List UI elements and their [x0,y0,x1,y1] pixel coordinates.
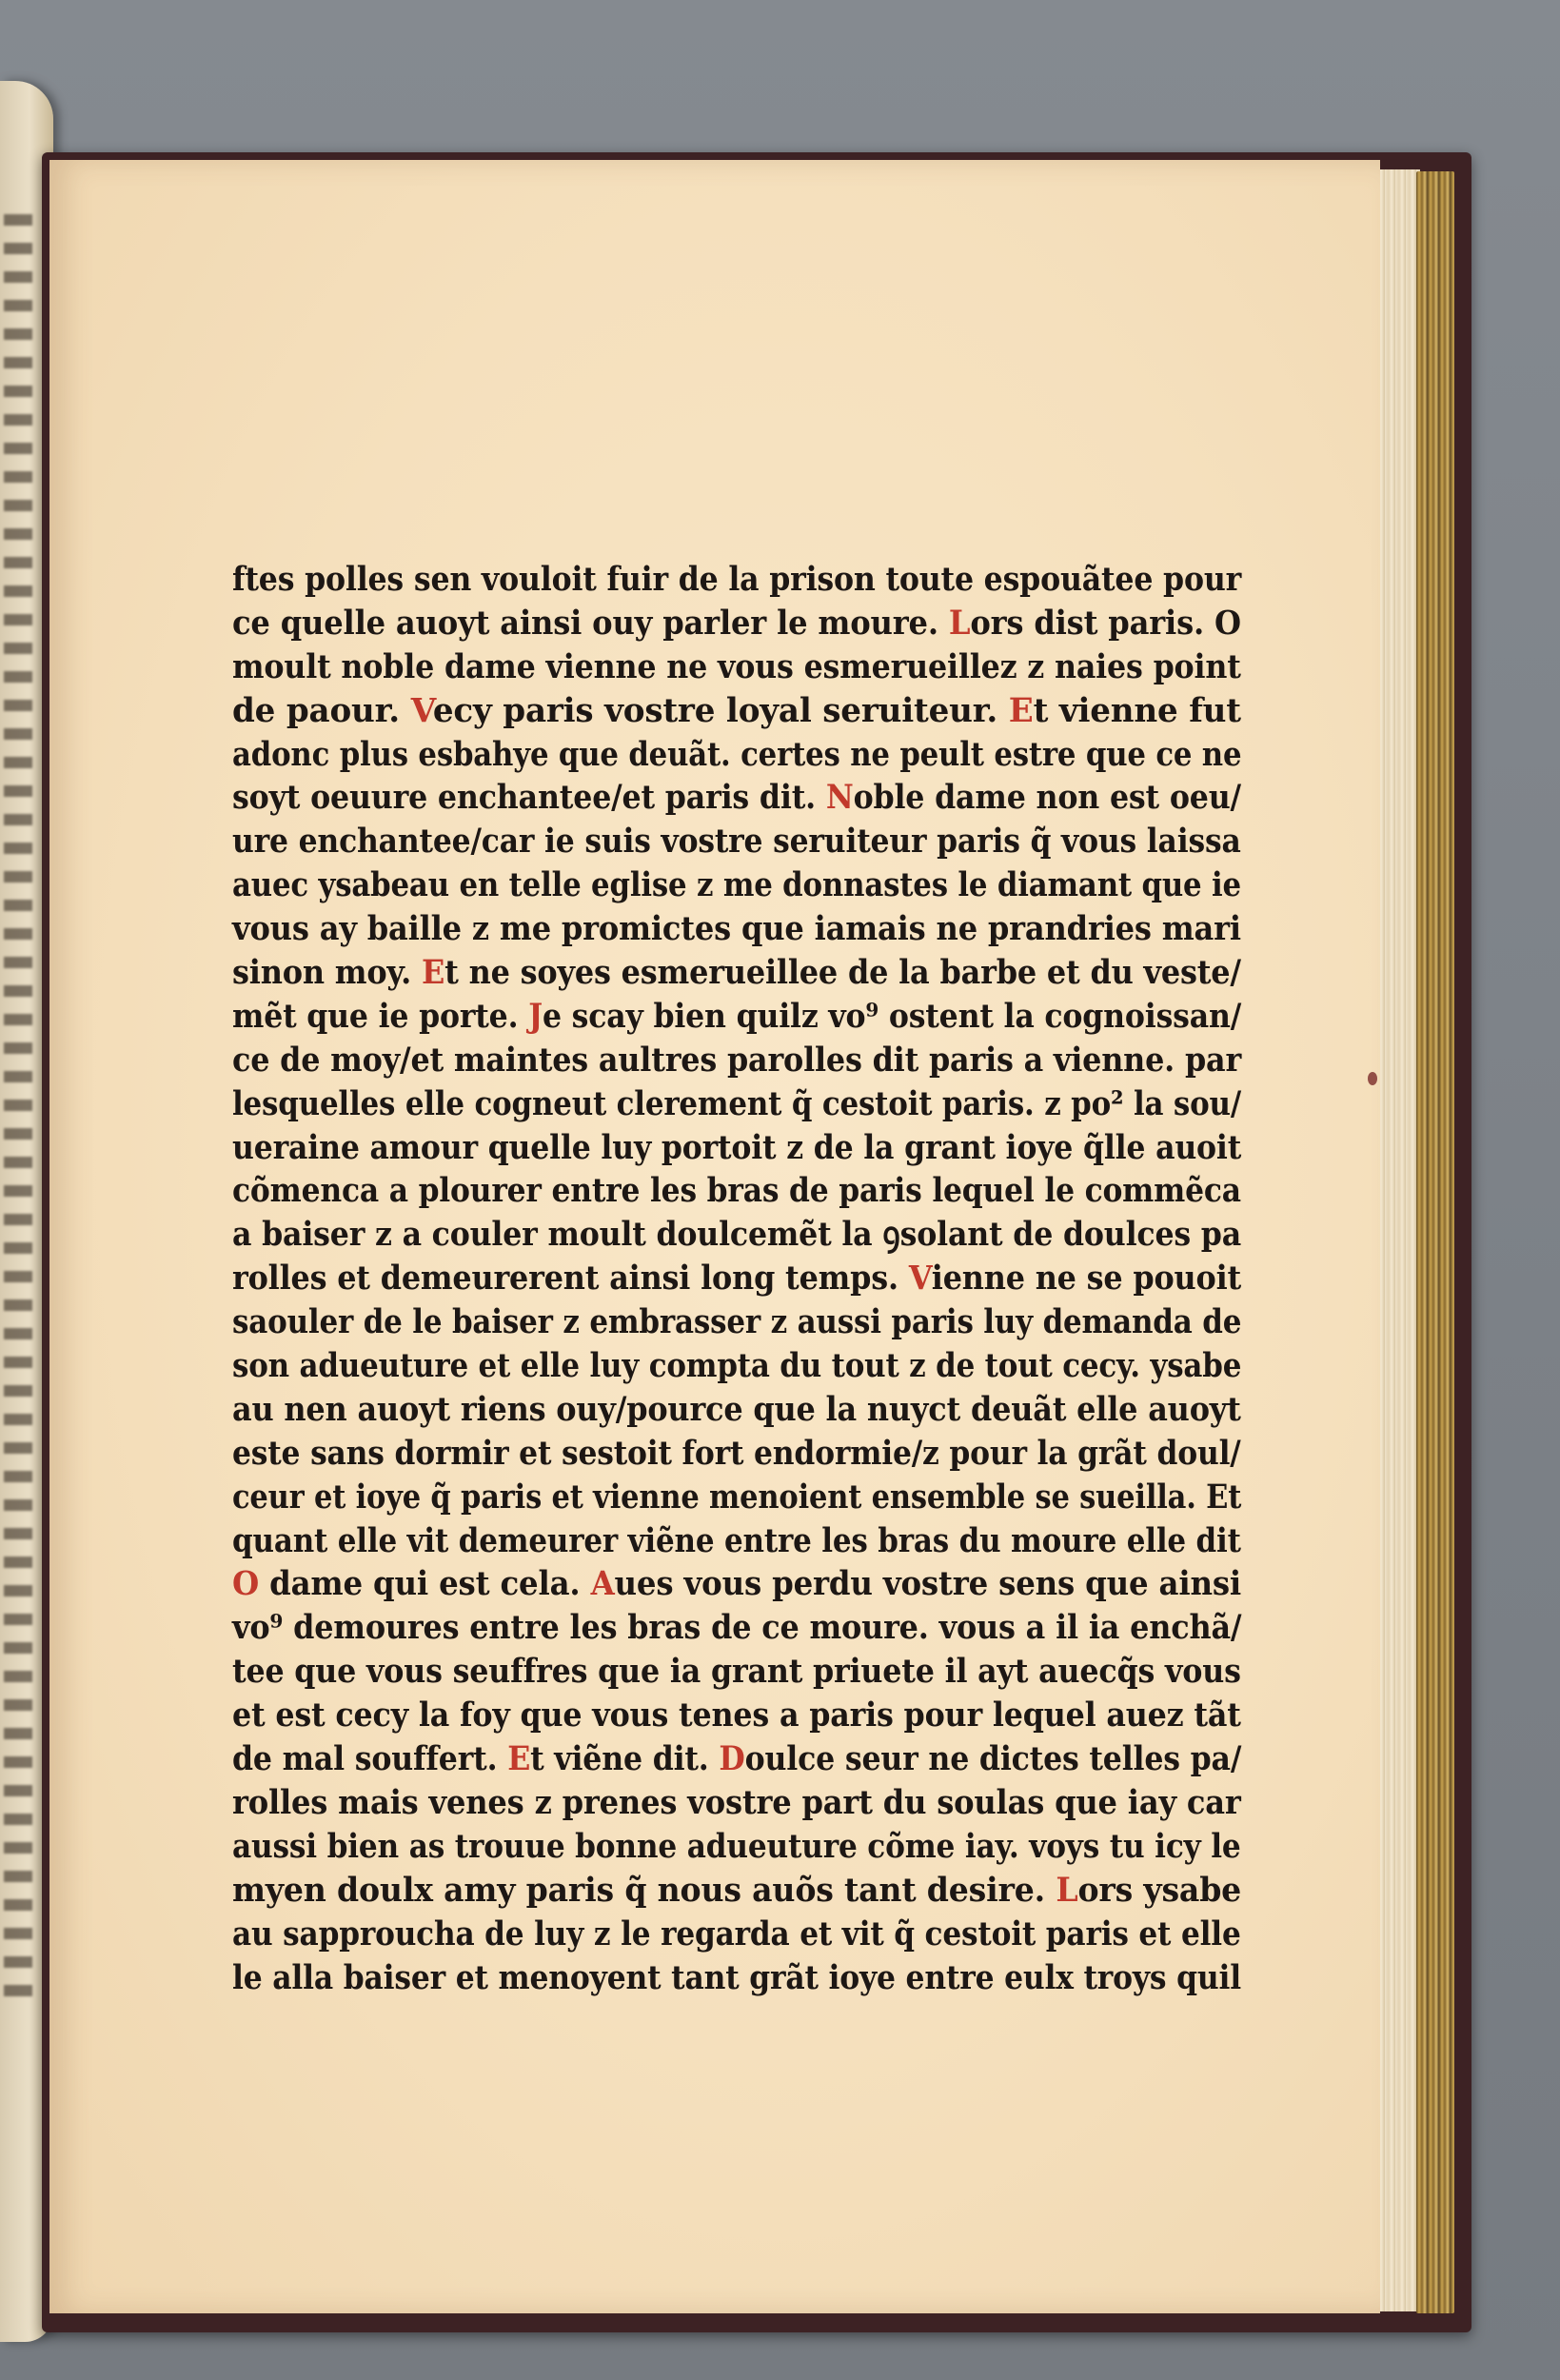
facing-page-text-fragment [4,214,32,2004]
rubricated-initial: O [232,1564,260,1604]
text-line: cõmenca a plourer entre les bras de paris lequel le commẽca [232,1171,1241,1211]
gilt-edge [1416,171,1454,2313]
rubricated-initial: L [1056,1870,1078,1910]
text-line: adonc plus esbahye que deuãt. certes ne peult estre que ce ne [232,734,1242,774]
recto-page [49,160,1380,2313]
text-line: ueraine amour quelle luy portoit z de la grant ioye q̃lle auoit [232,1127,1242,1167]
text-line: lesquelles elle cogneut clerement q̃ cestoit paris. z po² la sou/ [232,1083,1241,1123]
text-line: este sans dormir et sestoit fort endormie/z pour la grãt doul/ [232,1433,1241,1473]
text-line: moult noble dame vienne ne vous esmerueillez z naies point [232,646,1241,686]
text-line: de mal souffert. Et viẽne dit. Doulce seur ne dictes telles pa/ [232,1739,1242,1779]
text-line: quant elle vit demeurer viẽne entre les bras du moure elle dit [232,1520,1241,1560]
text-line: vous ay baille z me promictes que iamais ne prandries mari [232,909,1241,949]
rubricated-initial: J [528,996,543,1036]
rubricated-initial: A [590,1564,615,1604]
rubricated-initial: L [948,603,971,643]
text-line: aussi bien as trouue bonne adueuture cõme iay. voys tu icy le [232,1826,1241,1866]
text-line: et est cecy la foy que vous tenes a paris pour lequel auez tãt [232,1696,1241,1735]
rubricated-initial: E [507,1739,531,1779]
text-line: au nen auoyt riens ouy/pource que la nuyct deuãt elle auoyt [232,1389,1241,1429]
text-line: vo⁹ demoures entre les bras de ce moure. vous a il ia enchã/ [232,1608,1242,1648]
rubricated-initial: D [719,1739,745,1779]
text-line: O dame qui est cela. Aues vous perdu vostre sens que ainsi [232,1564,1242,1604]
text-line: ceur et ioye q̃ paris et vienne menoient ensemble se sueilla. Et [232,1477,1242,1517]
text-line: tee que vous seuffres que ia grant priuete il ayt auecq̃s vous [232,1652,1241,1692]
page-fore-edge [1374,169,1420,2311]
text-line: sinon moy. Et ne soyes esmerueillee de la barbe et du veste/ [232,953,1241,993]
text-line: myen doulx amy paris q̃ nous auõs tant desire. Lors ysabe [232,1870,1242,1910]
text-line: rolles mais venes z prenes vostre part du soulas que iay car [232,1782,1241,1822]
text-line: ure enchantee/car ie suis vostre seruiteur paris q̃ vous laissa [232,822,1241,862]
rubricated-initial: N [825,778,854,818]
text-line: auec ysabeau en telle eglise z me donnastes le diamant que ie [232,865,1241,905]
text-line: son adueuture et elle luy compta du tout z de tout cecy. ysabe [232,1346,1242,1386]
text-line: soyt oeuure enchantee/et paris dit. Noble dame non est oeu/ [232,778,1241,818]
rubricated-initial: V [908,1259,932,1299]
text-line: de paour. Vecy paris vostre loyal seruiteur. Et vienne fut [232,690,1241,730]
ink-spot [1368,1072,1377,1085]
text-block [232,558,1241,2043]
text-line: saouler de le baiser z embrasser z aussi paris luy demanda de [232,1302,1242,1342]
rubricated-initial: E [421,953,445,993]
text-line: le alla baiser et menoyent tant grãt ioye entre eulx troys quil [232,1957,1241,1997]
rubricated-initial: V [410,690,433,730]
text-line: au sapproucha de luy z le regarda et vit q̃ cestoit paris et elle [232,1914,1241,1954]
rubricated-initial: E [1008,690,1034,730]
text-line: rolles et demeurerent ainsi long temps. Vienne ne se pouoit [232,1259,1242,1299]
text-line: ce de moy/et maintes aultres parolles dit paris a vienne. par [232,1040,1242,1080]
text-line: ftes polles sen vouloit fuir de la prison toute espouãtee pour [232,560,1242,599]
text-line: ce quelle auoyt ainsi ouy parler le moure. Lors dist paris. O [232,603,1241,643]
text-line: mẽt que ie porte. Je scay bien quilz vo⁹ ostent la cognoissan/ [232,996,1242,1036]
text-line: a baiser z a couler moult doulcemẽt la ꝯsolant de doulces pa [232,1215,1242,1255]
